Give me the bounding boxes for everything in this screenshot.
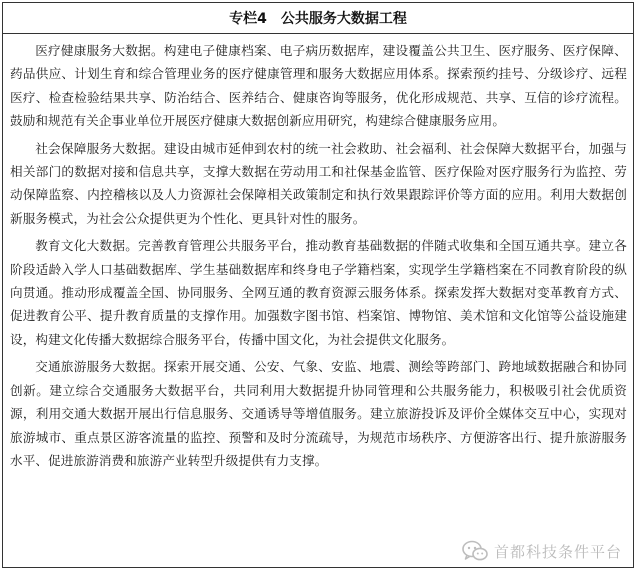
panel-title: 公共服务大数据工程 [280, 11, 407, 27]
paragraph-education-culture: 教育文化大数据。完善教育管理公共服务平台，推动教育基础数据的伴随式收集和全国互通共享。建立各阶段适龄入学人口基础数据库、学生基础数据库和终身电子学籍档案，实现学生学籍档案在不同教育阶段的纵向贯通。推动形成覆盖全国、协同服务、全网互通的教育资源云服务体系。探索发挥大数据对变革教育方式、促进教育公平、提升教育质量的支撑作用。加强数字图书馆、档案馆、博物馆、美术馆和文化馆等公益设施建设，构建文化传播大数据综合服务平台，传播中国文化，为社会提供文化服务。 [10, 238, 627, 347]
panel-label: 专栏4 [229, 11, 267, 27]
paragraph-transport-tourism: 交通旅游服务大数据。探索开展交通、公安、气象、安监、地震、测绘等跨部门、跨地域数据融合和协同创新。建立综合交通服务大数据平台，共同利用大数据提升协同管理和公共服务能力，积极吸引社会优质资源，利用交通大数据开展出行信息服务、交通诱导等增值服务。建立旅游投诉及评价全媒体交互中心，实现对旅游城市、重点景区游客流量的监控、预警和及时分流疏导，为规范市场秩序、方便游客出行、提升旅游服务水平、促进旅游消费和旅游产业转型升级提供有力支撑。 [10, 359, 627, 468]
panel-header [3, 3, 633, 34]
column-panel [2, 2, 634, 568]
watermark [462, 540, 622, 562]
paragraph-social-security: 社会保障服务大数据。建设由城市延伸到农村的统一社会救助、社会福利、社会保障大数据平台，加强与相关部门的数据对接和信息共享，支撑大数据在劳动用工和社保基金监管、医疗保险对医疗服务行为监控、劳动保障监察、内控稽核以及人力资源社会保障相关政策制定和执行效果跟踪评价等方面的应用。利用大数据创新服务模式，为社会公众提供更为个性化、更具针对性的服务。 [10, 140, 627, 226]
watermark-text: 首都科技条件平台 [493, 542, 622, 561]
wechat-icon [462, 540, 488, 562]
panel-body [3, 34, 633, 472]
paragraph-healthcare: 医疗健康服务大数据。构建电子健康档案、电子病历数据库，建设覆盖公共卫生、医疗服务、医疗保障、药品供应、计划生育和综合管理业务的医疗健康管理和服务大数据应用体系。探索预约挂号、分级诊疗、远程医疗、检查检验结果共享、防治结合、医养结合、健康咨询等服务，优化形成规范、共享、互信的诊疗流程。鼓励和规范有关企事业单位开展医疗健康大数据创新应用研究，构建综合健康服务应用。 [10, 43, 627, 129]
